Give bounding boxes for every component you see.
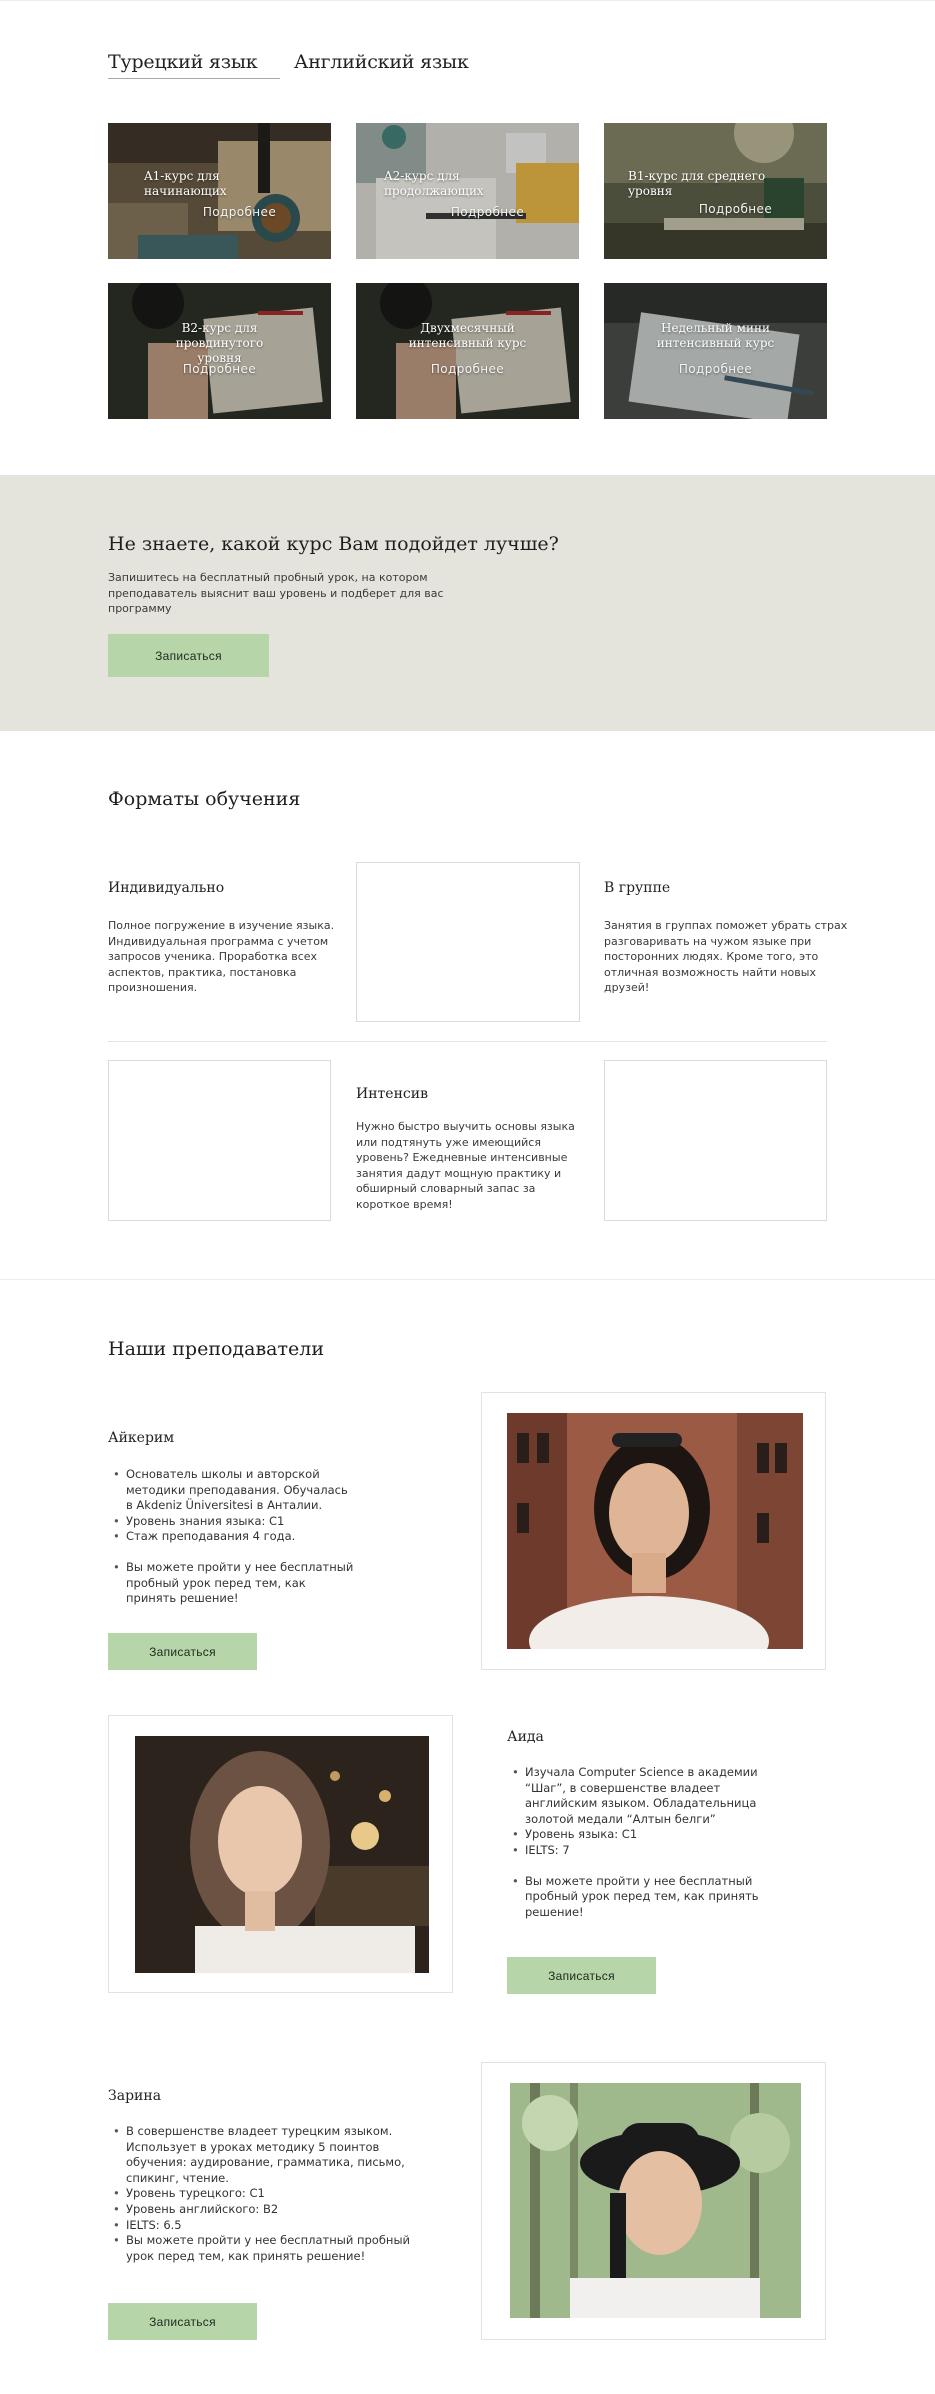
formats-divider xyxy=(108,1041,827,1042)
format-group-text: Занятия в группах поможет убрать страх разговаривать на чужом языке при посторонних людях. Кроме того, это отличная возможность найти новых друзей! xyxy=(604,919,848,994)
teacher-photo-aida xyxy=(135,1736,429,1973)
bio-item: • Основатель школы и авторской методики преподавания. Обучалась в Akdeniz Üniversitesi в Анталии. xyxy=(108,1467,358,1514)
more-link[interactable]: Подробнее xyxy=(182,362,257,376)
cta-signup-button[interactable]: Записаться xyxy=(108,634,269,677)
more-link[interactable]: Подробнее xyxy=(202,205,277,219)
signup-button-aykerim[interactable]: Записаться xyxy=(108,1633,257,1670)
course-card-a1[interactable] xyxy=(108,123,331,259)
teacher-name-zarina: Зарина xyxy=(108,2088,162,2104)
course-card-b1[interactable] xyxy=(604,123,827,259)
course-title: Недельный мини интенсивный курс xyxy=(656,321,775,350)
course-card-two-month[interactable] xyxy=(356,283,579,419)
tab-english[interactable]: Английский язык xyxy=(294,51,469,73)
cta-title: Не знаете, какой курс Вам подойдет лучше? xyxy=(108,533,559,555)
bio-item: • В совершенстве владеет турецким языком. Использует в уроках методику 5 поинтов обучения: аудирование, грамматика, письмо, спикинг, чтение. xyxy=(108,2124,428,2186)
more-link[interactable]: Подробнее xyxy=(430,362,505,376)
bio-item: • Изучала Computer Science в академии “Шаг”, в совершенстве владеет английским языком. Обладательница золотой медали “Алтын белги” xyxy=(507,1765,777,1827)
format-group-title: В группе xyxy=(604,880,671,896)
teacher-bio-aykerim xyxy=(108,1467,358,1607)
teacher-name-aykerim: Айкерим xyxy=(108,1430,175,1446)
teacher-bio-aida xyxy=(507,1765,777,1920)
bio-item: • Вы можете пройти у нее бесплатный пробный урок перед тем, как принять решение! xyxy=(507,1874,777,1921)
course-title: B2-курс для провдинутого уровня xyxy=(175,321,264,365)
teacher-name-aida: Аида xyxy=(507,1729,544,1745)
course-title: Двухмесячный интенсивный курс xyxy=(408,321,527,350)
section-divider xyxy=(0,1279,935,1280)
card-overlay xyxy=(356,283,579,419)
course-card-b2[interactable] xyxy=(108,283,331,419)
format-image-placeholder xyxy=(108,1060,331,1221)
format-image-placeholder xyxy=(356,862,580,1022)
format-individual-title: Индивидуально xyxy=(108,880,225,896)
format-intensive-title: Интенсив xyxy=(356,1086,428,1102)
bio-item: • Уровень языка: C1 xyxy=(507,1827,777,1843)
bio-item: • Уровень английского: B2 xyxy=(108,2202,428,2218)
course-card-one-week[interactable] xyxy=(604,283,827,419)
formats-title: Форматы обучения xyxy=(108,788,301,810)
teachers-title: Наши преподаватели xyxy=(108,1338,324,1360)
course-title: A1-курс для начинающих xyxy=(144,169,227,198)
cta-text: Запишитесь на бесплатный пробный урок, на котором преподаватель выяснит ваш уровень и подберет для вас программу xyxy=(108,571,444,615)
bio-item: • Вы можете пройти у нее бесплатный пробный урок перед тем, как принять решение! xyxy=(108,2233,428,2264)
more-link[interactable]: Подробнее xyxy=(678,362,753,376)
course-title: B1-курс для среднего уровня xyxy=(628,169,766,198)
bio-item: • Стаж преподавания 4 года. xyxy=(108,1529,358,1545)
teacher-photo-frame xyxy=(108,1715,453,1993)
bio-item: • IELTS: 6.5 xyxy=(108,2218,428,2234)
more-link[interactable]: Подробнее xyxy=(450,205,525,219)
top-divider xyxy=(0,0,935,1)
bio-item: • Уровень турецкого: C1 xyxy=(108,2186,428,2202)
format-individual-text: Полное погружение в изучение языка. Индивидуальная программа с учетом запросов ученика. Проработка всех аспектов, практика, постановка произношения. xyxy=(108,919,335,994)
teacher-photo-frame xyxy=(481,2062,826,2340)
signup-button-zarina[interactable]: Записаться xyxy=(108,2303,257,2340)
signup-button-aida[interactable]: Записаться xyxy=(507,1957,656,1994)
teacher-photo-zarina xyxy=(510,2083,801,2318)
teacher-photo-frame xyxy=(481,1392,826,1670)
bio-item: • Вы можете пройти у нее бесплатный пробный урок перед тем, как принять решение! xyxy=(108,1560,358,1607)
bio-item: • IELTS: 7 xyxy=(507,1843,777,1859)
format-intensive-text: Нужно быстро выучить основы языка или подтянуть уже имеющийся уровень? Ежедневные интенсивные занятия дадут мощную практику и обширный словарный запас за короткое время! xyxy=(356,1120,575,1211)
course-title: A2-курс для продолжающих xyxy=(384,169,484,198)
format-image-placeholder xyxy=(604,1060,827,1221)
bio-item: • Уровень знания языка: C1 xyxy=(108,1514,358,1530)
more-link[interactable]: Подробнее xyxy=(698,202,773,216)
course-card-a2[interactable] xyxy=(356,123,579,259)
tab-turkish[interactable]: Турецкий язык xyxy=(108,49,280,79)
card-overlay xyxy=(604,283,827,419)
teacher-bio-zarina xyxy=(108,2124,428,2264)
teacher-photo-aykerim xyxy=(507,1413,803,1649)
